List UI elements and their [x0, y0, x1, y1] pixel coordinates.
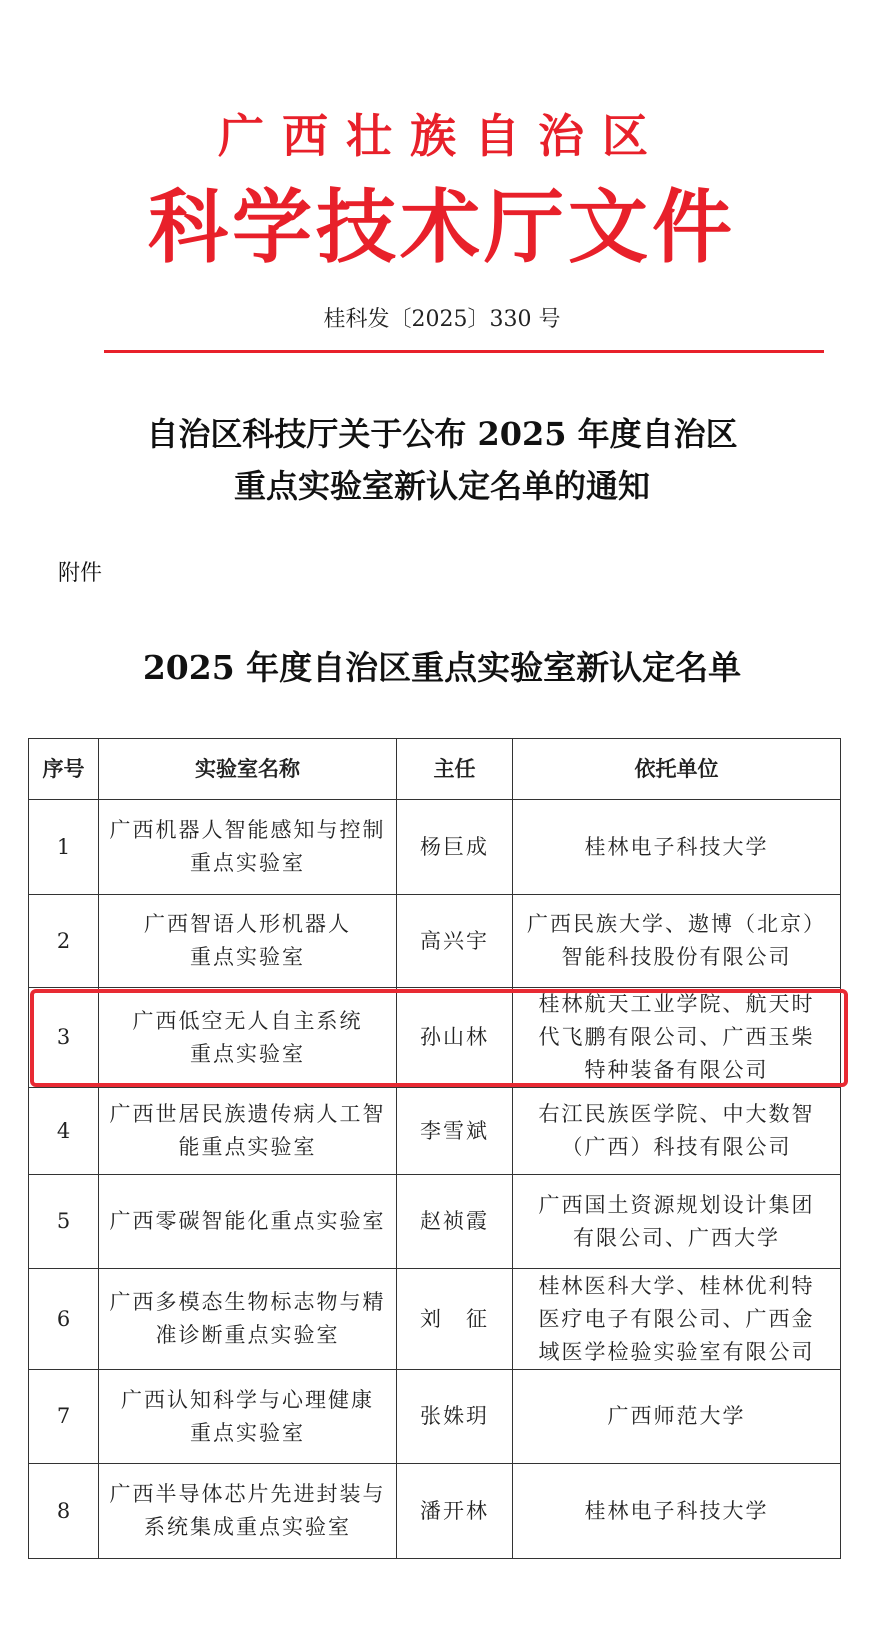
lab-name-line: 广西半导体芯片先进封装与	[109, 1482, 386, 1506]
lab-name-cell	[99, 1175, 397, 1269]
host-unit-line: 桂林航天工业学院、航天时	[538, 992, 815, 1016]
table-row	[29, 988, 841, 1088]
director-cell: 杨巨成	[397, 800, 513, 895]
header-director: 主任	[397, 739, 513, 800]
lab-name-line: 系统集成重点实验室	[144, 1515, 351, 1539]
director-cell: 赵祯霞	[397, 1175, 513, 1269]
lab-name-line: 广西低空无人自主系统	[132, 1008, 363, 1033]
host-unit-cell	[513, 1370, 841, 1464]
host-unit-cell	[513, 800, 841, 895]
host-unit-cell	[513, 1088, 841, 1175]
issuer-name: 广西壮族自治区	[218, 109, 666, 163]
lab-name-cell	[99, 1269, 397, 1370]
lab-name-line: 重点实验室	[190, 851, 305, 875]
lab-name-cell	[99, 988, 397, 1088]
table-row	[29, 895, 841, 988]
row-number: 4	[29, 1088, 99, 1175]
host-unit-cell	[513, 988, 841, 1088]
table-header-row	[29, 739, 841, 800]
lab-name-cell	[99, 1370, 397, 1464]
lab-name-cell	[99, 1464, 397, 1559]
director-cell: 刘 征	[397, 1269, 513, 1370]
host-unit-cell	[513, 1464, 841, 1559]
table-row	[29, 1175, 841, 1269]
row-number: 2	[29, 895, 99, 988]
list-title: 2025 年度自治区重点实验室新认定名单	[142, 648, 742, 687]
lab-name-line: 广西多模态生物标志物与精	[109, 1290, 386, 1314]
host-unit-line: 桂林医科大学、桂林优利特	[538, 1273, 815, 1298]
host-unit-line: 桂林电子科技大学	[584, 1498, 769, 1523]
table-body	[29, 800, 841, 1559]
host-unit-line: 广西民族大学、遨博（北京）	[527, 912, 826, 936]
row-number: 7	[29, 1370, 99, 1464]
row-number: 8	[29, 1464, 99, 1559]
director-cell: 潘开林	[397, 1464, 513, 1559]
lab-name-cell	[99, 895, 397, 988]
lab-name-line: 能重点实验室	[178, 1135, 317, 1159]
host-unit-line: （广西）科技有限公司	[561, 1135, 792, 1159]
row-number: 6	[29, 1269, 99, 1370]
red-divider	[104, 350, 824, 353]
row-number: 3	[29, 988, 99, 1088]
host-unit-line: 医疗电子有限公司、广西金	[538, 1306, 815, 1331]
notice-title-line1: 自治区科技厅关于公布 2025 年度自治区	[146, 415, 738, 453]
header-host-unit: 依托单位	[513, 739, 841, 800]
lab-name-cell	[99, 800, 397, 895]
row-number: 1	[29, 800, 99, 895]
lab-name-line: 广西世居民族遗传病人工智	[109, 1102, 386, 1126]
table-row	[29, 1269, 841, 1370]
table-row	[29, 1464, 841, 1559]
host-unit-line: 特种装备有限公司	[584, 1058, 769, 1082]
host-unit-line: 广西师范大学	[607, 1404, 746, 1428]
header-lab-name: 实验室名称	[99, 739, 397, 800]
lab-name-line: 广西机器人智能感知与控制	[109, 818, 386, 842]
host-unit-line: 有限公司、广西大学	[573, 1225, 780, 1250]
host-unit-cell	[513, 895, 841, 988]
host-unit-line: 代飞鹏有限公司、广西玉柴	[538, 1025, 815, 1049]
notice-title	[0, 408, 884, 512]
lab-name-line: 准诊断重点实验室	[155, 1323, 340, 1347]
host-unit-line: 右江民族医学院、中大数智	[538, 1102, 815, 1126]
director-cell: 孙山林	[397, 988, 513, 1088]
lab-table	[28, 738, 841, 1559]
lab-name-line: 重点实验室	[190, 1041, 305, 1066]
lab-name-line: 广西认知科学与心理健康	[121, 1387, 374, 1412]
table-row	[29, 1088, 841, 1175]
director-cell: 高兴宇	[397, 895, 513, 988]
table-row	[29, 800, 841, 895]
row-number: 5	[29, 1175, 99, 1269]
host-unit-line: 桂林电子科技大学	[584, 834, 769, 859]
attachment-label: 附件	[58, 561, 103, 586]
host-unit-line: 域医学检验实验室有限公司	[538, 1339, 815, 1364]
host-unit-line: 广西国土资源规划设计集团	[538, 1192, 815, 1217]
director-cell: 李雪斌	[397, 1088, 513, 1175]
lab-name-line: 广西智语人形机器人	[144, 912, 351, 936]
lab-name-line: 重点实验室	[190, 945, 305, 969]
director-cell: 张姝玥	[397, 1370, 513, 1464]
host-unit-cell	[513, 1175, 841, 1269]
document-header: 科学技术厅文件	[148, 181, 736, 274]
lab-name-line: 广西零碳智能化重点实验室	[109, 1209, 386, 1233]
notice-title-line2: 重点实验室新认定名单的通知	[233, 467, 650, 505]
document-number: 桂科发〔2025〕330 号	[323, 307, 561, 332]
lab-name-cell	[99, 1088, 397, 1175]
host-unit-cell	[513, 1269, 841, 1370]
lab-name-line: 重点实验室	[190, 1420, 305, 1445]
header-no: 序号	[29, 739, 99, 800]
host-unit-line: 智能科技股份有限公司	[561, 945, 792, 969]
table-row	[29, 1370, 841, 1464]
